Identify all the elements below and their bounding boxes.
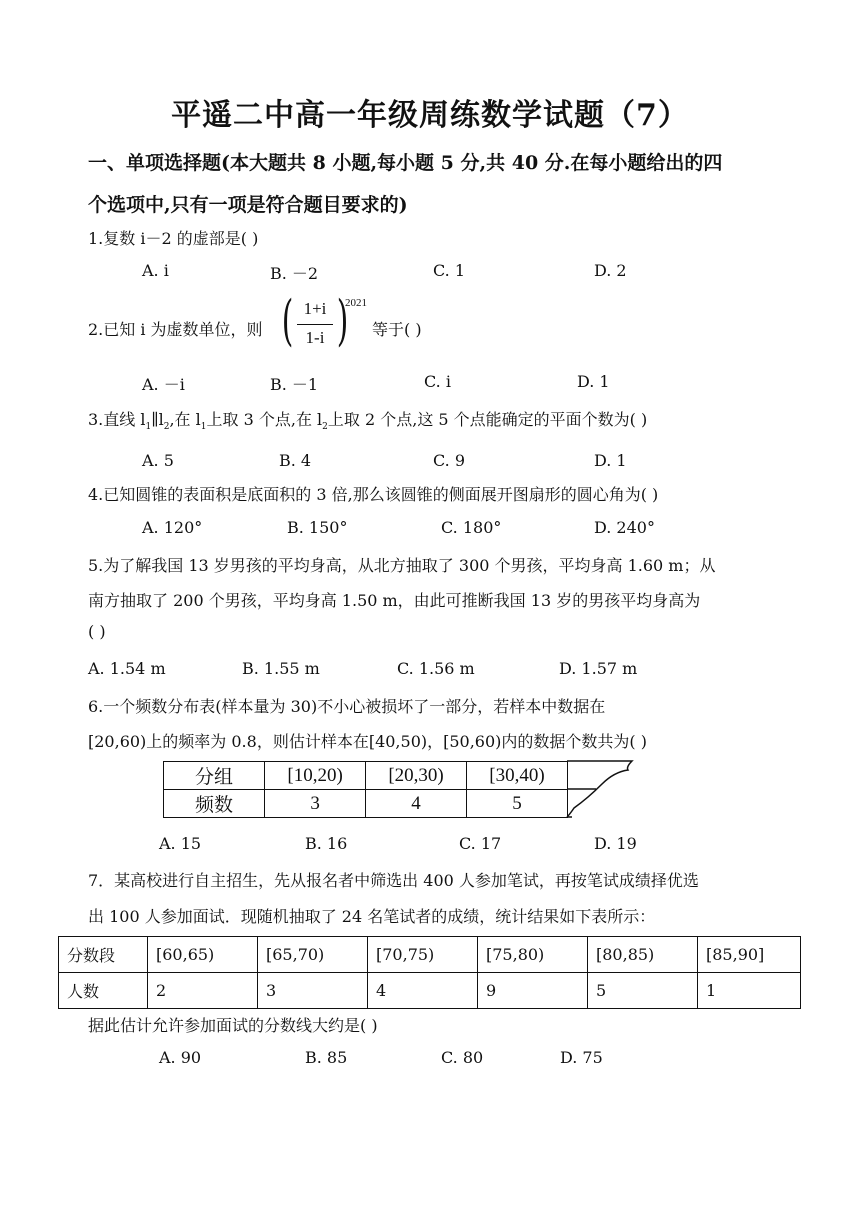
question-1-option-b: B. －2 [270, 264, 319, 283]
question-7-line2: 出 100 人参加面试．现随机抽取了 24 名笔试者的成绩，统计结果如下表所示： [88, 907, 656, 926]
table-row [164, 790, 568, 818]
q3-sub-4: 2 [322, 422, 328, 433]
question-5-line3: ( ) [88, 622, 106, 641]
question-4-stem: 4.已知圆锥的表面积是底面积的 3 倍,那么该圆锥的侧面展开图扇形的圆心角为( ) [88, 485, 659, 504]
q3-text-3: ,在 l [169, 410, 201, 429]
question-2-option-a: A. －i [142, 375, 185, 394]
table-cell: 5 [467, 790, 568, 818]
q3-text-1: 3.直线 l [88, 410, 146, 429]
table-cell: 4 [368, 973, 478, 1009]
question-7-option-d: D. 75 [560, 1048, 603, 1067]
question-5-option-a: A. 1.54 m [88, 659, 166, 678]
fraction-denominator: 1-i [305, 328, 325, 347]
table-cell: [30,40) [467, 762, 568, 790]
q3-text-4: 上取 3 个点,在 l [206, 410, 323, 429]
table-cell: [80,85) [588, 937, 698, 973]
question-1-option-c: C. 1 [433, 261, 466, 280]
question-6-option-d: D. 19 [594, 834, 637, 853]
fraction-bar [297, 324, 333, 325]
table-cell: 3 [258, 973, 368, 1009]
question-4-option-c: C. 180° [441, 518, 502, 537]
question-2-fraction [281, 289, 349, 355]
section-heading-line1: 一、单项选择题(本大题共 8 小题,每小题 5 分,共 40 分.在每小题给出的四 [88, 152, 723, 174]
score-table [58, 936, 801, 1009]
question-3-option-a: A. 5 [142, 451, 174, 470]
question-6-line2: [20,60)上的频率为 0.8，则估计样本在[40,50)，[50,60)内的数据个数共为( ) [88, 732, 647, 751]
table-row [59, 937, 801, 973]
table-cell: [75,80) [478, 937, 588, 973]
question-1-stem: 1.复数 i－2 的虚部是( ) [88, 229, 259, 248]
question-7-line1: 7．某高校进行自主招生，先从报名者中筛选出 400 人参加笔试，再按笔试成绩择优选 [88, 871, 699, 890]
question-5-option-b: B. 1.55 m [242, 659, 320, 678]
q3-sub-3: 1 [200, 422, 207, 433]
table-cell: 5 [588, 973, 698, 1009]
question-7-option-b: B. 85 [305, 1048, 348, 1067]
question-2-stem-before: 2.已知 i 为虚数单位，则 [88, 320, 263, 339]
table-cell: 分组 [164, 762, 265, 790]
right-paren-icon: ) [336, 289, 349, 352]
table-cell: 分数段 [59, 937, 148, 973]
question-7-line3: 据此估计允许参加面试的分数线大约是( ) [88, 1016, 378, 1035]
question-7-option-a: A. 90 [159, 1048, 202, 1067]
q3-sub-2: 2 [163, 422, 170, 433]
left-paren-icon: ( [281, 289, 294, 352]
question-5-line1: 5.为了解我国 13 岁男孩的平均身高，从北方抽取了 300 个男孩，平均身高 1.60 m；从 [88, 556, 716, 575]
question-6-option-c: C. 17 [459, 834, 502, 853]
question-6-option-a: A. 15 [159, 834, 202, 853]
question-1-option-a: A. i [142, 261, 169, 280]
table-cell: [60,65) [148, 937, 258, 973]
fraction-numerator: 1+i [303, 299, 327, 318]
table-cell: 人数 [59, 973, 148, 1009]
question-3-option-c: C. 9 [433, 451, 466, 470]
question-1-option-d: D. 2 [594, 261, 627, 280]
q3-text-2: ∥l [151, 410, 164, 429]
question-2-exponent: 2021 [345, 297, 367, 309]
table-row [59, 973, 801, 1009]
page-title: 平遥二中高一年级周练数学试题（7） [171, 98, 689, 133]
question-2-option-b: B. －1 [270, 375, 319, 394]
question-4-option-a: A. 120° [142, 518, 203, 537]
question-3-option-d: D. 1 [594, 451, 627, 470]
table-cell: 1 [698, 973, 801, 1009]
q3-text-5: 上取 2 个点,这 5 个点能确定的平面个数为( ) [327, 410, 648, 429]
question-5-option-c: C. 1.56 m [397, 659, 475, 678]
question-5-line2: 南方抽取了 200 个男孩，平均身高 1.50 m，由此可推断我国 13 岁的男孩平均身高为 [88, 591, 701, 610]
section-heading-line2: 个选项中,只有一项是符合题目要求的) [88, 194, 408, 216]
table-cell: [10,20) [265, 762, 366, 790]
question-2-option-d: D. 1 [577, 372, 610, 391]
table-cell: 9 [478, 973, 588, 1009]
table-cell: [65,70) [258, 937, 368, 973]
table-cell: 2 [148, 973, 258, 1009]
table-cell: 频数 [164, 790, 265, 818]
question-4-option-b: B. 150° [287, 518, 348, 537]
table-cell: 3 [265, 790, 366, 818]
q3-sub-1: 1 [145, 422, 152, 433]
question-2-option-c: C. i [424, 372, 451, 391]
table-cell: [70,75) [368, 937, 478, 973]
question-3-stem [88, 407, 647, 432]
question-4-option-d: D. 240° [594, 518, 655, 537]
question-6-option-b: B. 16 [305, 834, 348, 853]
table-cell: [85,90] [698, 937, 801, 973]
table-row [164, 762, 568, 790]
question-5-option-d: D. 1.57 m [559, 659, 638, 678]
question-6-line1: 6.一个频数分布表(样本量为 30)不小心被损坏了一部分，若样本中数据在 [88, 697, 606, 716]
frequency-table [163, 761, 568, 818]
torn-edge-icon [566, 758, 636, 820]
question-7-option-c: C. 80 [441, 1048, 484, 1067]
table-cell: 4 [366, 790, 467, 818]
table-cell: [20,30) [366, 762, 467, 790]
question-3-option-b: B. 4 [279, 451, 312, 470]
question-2-stem-after: 等于( ) [372, 320, 422, 339]
